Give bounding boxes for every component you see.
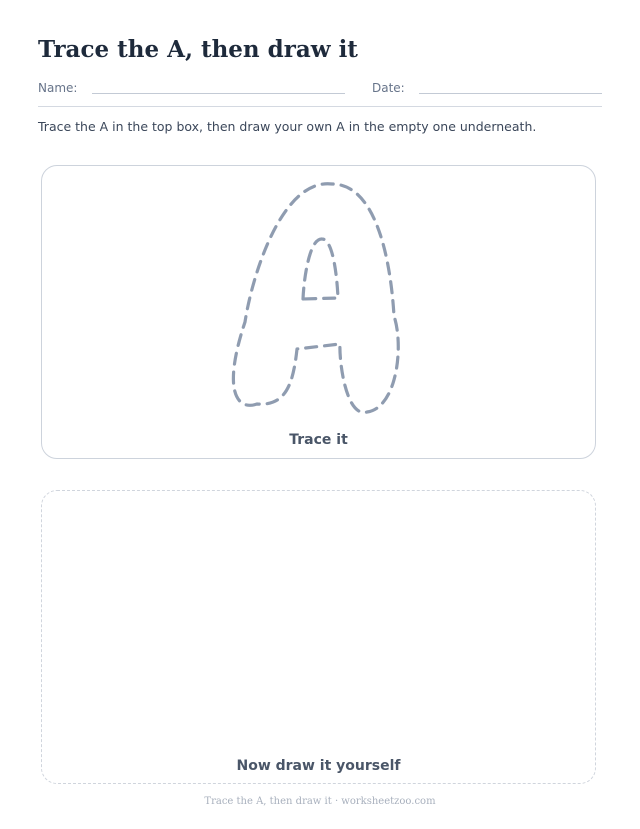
dashed-letter-a-outline [42, 166, 597, 460]
trace-caption: Trace it [289, 432, 348, 448]
letter-a-counter-outline [303, 239, 338, 299]
draw-caption: Now draw it yourself [236, 758, 401, 774]
footer-credit: Trace the A, then draw it · worksheetzoo.com [204, 796, 436, 807]
trace-box[interactable] [41, 165, 596, 459]
worksheet-title: Trace the A, then draw it [38, 36, 358, 63]
draw-box[interactable] [41, 490, 596, 784]
name-field[interactable] [92, 93, 345, 94]
name-label: Name: [38, 81, 78, 95]
header-divider [38, 106, 602, 107]
date-field[interactable] [419, 93, 602, 94]
date-label: Date: [372, 81, 405, 95]
instructions-text: Trace the A in the top box, then draw your own A in the empty one underneath. [38, 119, 537, 134]
